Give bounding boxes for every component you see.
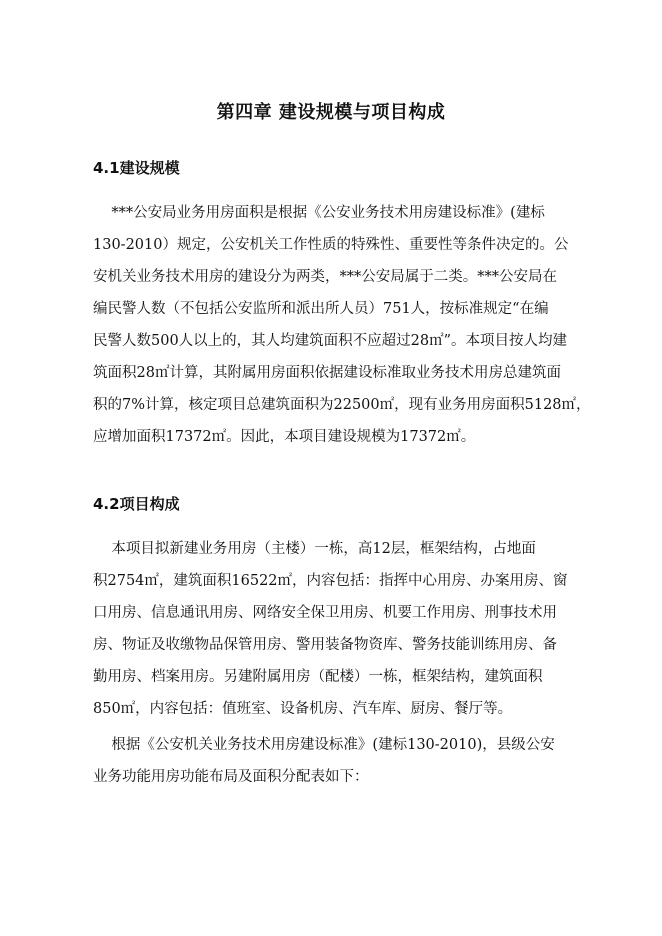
- paragraph-line: 勤用房、档案用房。另建附属用房（配楼）一栋，框架结构，建筑面积: [93, 669, 543, 685]
- section-heading-4-1: 4.1建设规模: [93, 159, 180, 177]
- paragraph-line: 本项目拟新建业务用房（主楼）一栋，高12层，框架结构，占地面: [93, 541, 536, 557]
- paragraph-line: 130-2010）规定，公安机关工作性质的特殊性、重要性等条件决定的。公: [93, 237, 569, 253]
- paragraph-construction-scale: [93, 197, 603, 453]
- paragraph-line: ***公安局业务用房面积是根据《公安业务技术用房建设标准》(建标: [93, 205, 545, 221]
- paragraph-line: 业务功能用房功能布局及面积分配表如下：: [93, 769, 369, 785]
- paragraph-line: 房、物证及收缴物品保管用房、警用装备物资库、警务技能训练用房、备: [93, 637, 557, 653]
- paragraph-line: 编民警人数（不包括公安监所和派出所人员）751人，按标准规定“在编: [93, 301, 549, 317]
- paragraph-line: 积2754㎡，建筑面积16522㎡，内容包括：指挥中心用房、办案用房、窗: [93, 573, 568, 589]
- paragraph-line: 筑面积28㎡计算，其附属用房面积依据建设标准取业务技术用房总建筑面: [93, 365, 561, 381]
- section-heading-4-2: 4.2项目构成: [93, 495, 180, 513]
- paragraph-line: 安机关业务技术用房的建设分为两类，***公安局属于二类。***公安局在: [93, 269, 557, 285]
- paragraph-line: 积的7%计算，核定项目总建筑面积为22500㎡，现有业务用房面积5128㎡，: [93, 397, 591, 413]
- paragraph-line: 应增加面积17372㎡。因此，本项目建设规模为17372㎡。: [93, 429, 476, 445]
- paragraph-standard-reference: [93, 729, 603, 793]
- paragraph-line: 根据《公安机关业务技术用房建设标准》(建标130-2010)，县级公安: [93, 737, 555, 753]
- chapter-title: 第四章 建设规模与项目构成: [216, 102, 446, 123]
- paragraph-line: 口用房、信息通讯用房、网络安全保卫用房、机要工作用房、刑事技术用: [93, 605, 557, 621]
- paragraph-project-composition: [93, 533, 603, 725]
- paragraph-line: 民警人数500人以上的，其人均建筑面积不应超过28㎡”。本项目按人均建: [93, 333, 568, 349]
- paragraph-line: 850㎡，内容包括：值班室、设备机房、汽车库、厨房、餐厅等。: [93, 701, 513, 717]
